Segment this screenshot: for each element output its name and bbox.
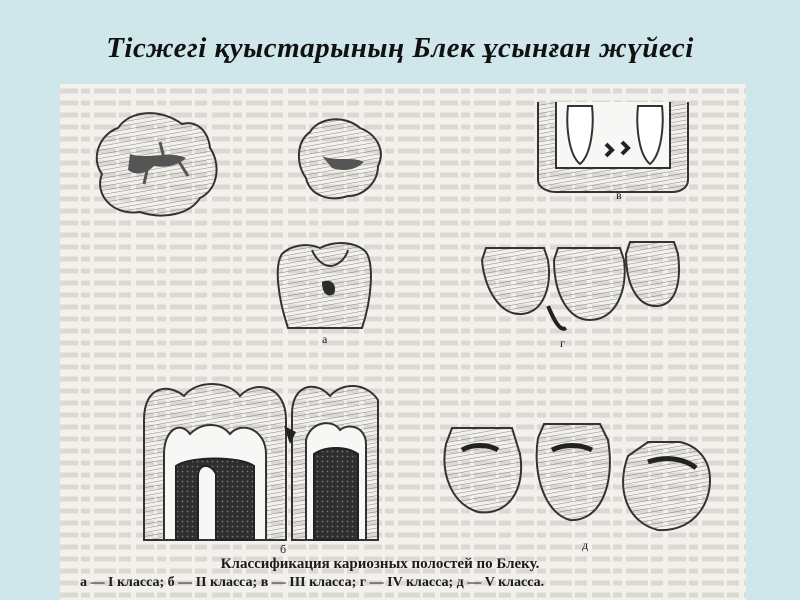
class-iii-illustration xyxy=(538,102,688,192)
label-class-v: в xyxy=(616,188,622,202)
label-class-d: д xyxy=(582,538,589,552)
figure-caption-legend: а — I класса; б — II класса; в — III класса; г — IV класса; д — V класса. xyxy=(80,575,545,590)
class-i-illustration xyxy=(278,243,371,328)
label-class-b: б xyxy=(280,542,287,556)
slide-title: Тісжегі қуыстарының Блек ұсынған жүйесі xyxy=(106,32,694,64)
occlusal-molar-large xyxy=(97,113,217,215)
label-class-a: а xyxy=(322,332,328,346)
figure-illustration xyxy=(60,84,746,600)
figure-caption-title: Классификация кариозных полостей по Блеку. xyxy=(220,556,540,572)
class-ii-illustration xyxy=(144,384,378,540)
black-classification-figure xyxy=(60,84,746,600)
label-class-g: г xyxy=(560,336,565,350)
